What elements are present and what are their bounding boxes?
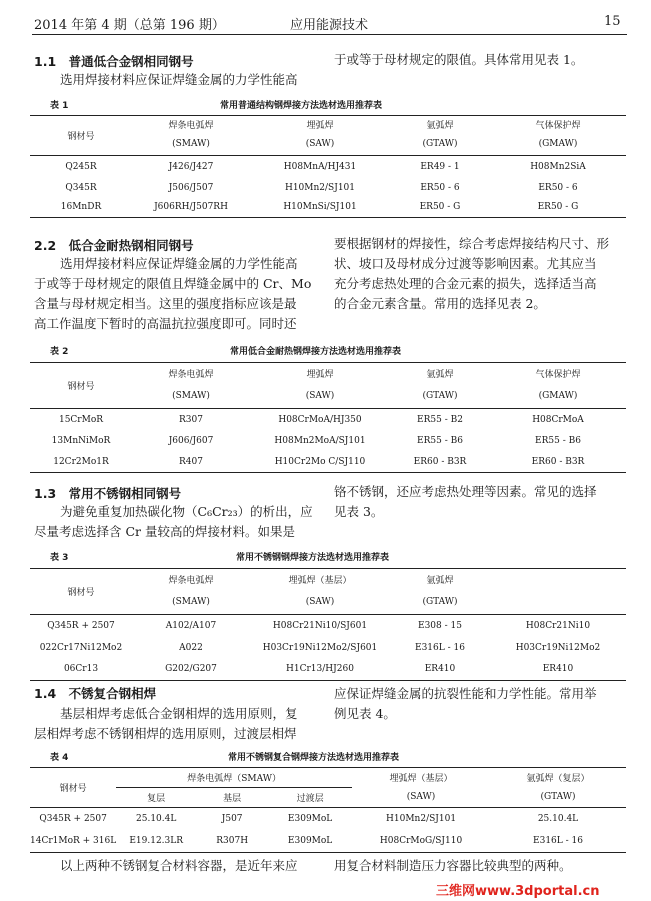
page-number: 15 — [604, 14, 621, 29]
paragraph-line: 为避免重复加热碳化物（C₆Cr₂₃）的析出，应 — [60, 504, 313, 519]
col-header-code: (SAW) — [250, 385, 390, 409]
table-cell: J606/J607 — [168, 436, 214, 446]
table-2 — [30, 362, 626, 473]
section-heading: 2.2 低合金耐热钢相同钢号 — [34, 238, 194, 253]
watermark: 三维网www.3dportal.cn — [436, 884, 600, 899]
table-cell: ER50 - G — [490, 198, 626, 218]
col-header-code: (GMAW) — [490, 385, 626, 409]
table-cell: ER55 - B6 — [417, 436, 463, 446]
col-header: 氩弧焊（复层） — [490, 768, 626, 788]
paragraph-line: 层相焊考虑不锈钢相焊的选用原则，过渡层相焊 — [34, 726, 297, 741]
table-cell: H03Cr19Ni12Mo2/SJ601 — [262, 642, 378, 653]
table-cell: 06Cr13 — [30, 659, 132, 681]
col-header-group: 焊条电弧焊（SMAW） — [116, 768, 352, 788]
table-cell: 12Cr2Mo1R — [30, 452, 132, 473]
col-header-code: (SMAW) — [132, 133, 250, 156]
table-cell: H08CrMoA — [532, 414, 584, 425]
table-caption: 常用不锈钢钢焊接方法选材选用推荐表 — [236, 553, 390, 563]
paragraph-line: 应保证焊缝金属的抗裂性能和力学性能。常用举 — [334, 686, 597, 701]
col-header: 埋弧焊（基层） — [250, 569, 390, 591]
table-cell: Q245R — [65, 161, 97, 172]
col-header-code: (GMAW) — [490, 133, 626, 156]
table-row — [30, 178, 626, 198]
table-number: 表 4 — [50, 753, 69, 763]
table-cell: ER50 - 6 — [420, 182, 460, 193]
paragraph-line: 以上两种不锈钢复合材料容器，是近年来应 — [60, 858, 298, 873]
table-row — [30, 637, 626, 659]
table-cell: H08Mn2MoA/SJ101 — [274, 436, 366, 446]
col-header-code: (GTAW) — [390, 591, 490, 615]
table-cell: 16MnDR — [30, 198, 132, 218]
paragraph-line: 选用焊接材料应保证焊缝金属的力学性能高 — [60, 72, 298, 87]
table-row — [30, 409, 626, 431]
table-cell: ER50 - 6 — [538, 182, 578, 193]
table-cell: J426/J427 — [168, 161, 214, 172]
col-header-steel: 钢材号 — [30, 768, 116, 808]
table-cell: 15CrMoR — [58, 414, 104, 425]
table-cell: H10Cr2Mo C/SJ110 — [250, 452, 390, 473]
table-cell: ER410 — [390, 659, 490, 681]
table-caption: 常用低合金耐热钢焊接方法选材选用推荐表 — [230, 347, 402, 357]
col-header-code: (SAW) — [250, 133, 390, 156]
col-header-code: (GTAW) — [490, 788, 626, 808]
table-cell: ER55 - B6 — [535, 436, 581, 446]
col-header: 氩弧焊 — [390, 116, 490, 133]
table-cell: 14Cr1MoR + 316L — [30, 831, 116, 853]
col-header-code: (GTAW) — [390, 133, 490, 156]
paragraph-line: 尽量考虑选择含 Cr 量较高的焊接材料。如果是 — [34, 524, 295, 539]
table-cell: J606RH/J507RH — [132, 198, 250, 218]
col-header-steel: 钢材号 — [30, 116, 132, 156]
section-heading: 1.3 常用不锈钢相同钢号 — [34, 486, 182, 501]
paragraph-line: 例见表 4。 — [334, 706, 396, 721]
table-cell: H10MnSi/SJ101 — [250, 198, 390, 218]
col-header-code: (SAW) — [352, 788, 490, 808]
table-cell: E19.12.3LR — [116, 831, 196, 853]
paragraph-line: 用复合材料制造压力容器比较典型的两种。 — [334, 858, 572, 873]
table-number: 表 3 — [50, 553, 69, 563]
table-cell: A102/A107 — [165, 620, 217, 631]
col-header-code: (SMAW) — [132, 591, 250, 615]
table-cell: H08Mn2SiA — [530, 161, 586, 172]
col-header: 焊条电弧焊 — [132, 116, 250, 133]
table-cell: H10Mn2/SJ101 — [284, 182, 356, 193]
col-header: 焊条电弧焊 — [132, 569, 250, 591]
table-cell: R307 — [179, 414, 203, 425]
table-3 — [30, 568, 626, 681]
paragraph-line: 基层相焊考虑低合金钢相焊的选用原则，复 — [60, 706, 298, 721]
table-cell: H03Cr19Ni12Mo2 — [515, 642, 601, 653]
table-cell: Q345R + 2507 — [47, 620, 115, 631]
col-header: 埋弧焊 — [250, 116, 390, 133]
table-cell: H08CrMoG/SJ110 — [352, 831, 490, 853]
table-cell: 022Cr17Ni12Mo2 — [39, 642, 123, 653]
paragraph-line: 含量与母材规定相当。这里的强度指标应该是最 — [34, 296, 297, 311]
journal-title: 应用能源技术 — [290, 18, 369, 33]
col-header: 焊条电弧焊 — [132, 363, 250, 385]
table-cell: A022 — [179, 642, 203, 653]
paragraph-line: 的合金元素含量。常用的选择见表 2。 — [334, 296, 546, 311]
table-cell: ER410 — [490, 659, 626, 681]
col-header-code — [490, 591, 626, 615]
table-1 — [30, 115, 626, 218]
table-cell: G202/G207 — [132, 659, 250, 681]
col-header — [490, 569, 626, 591]
col-header-code: (SMAW) — [132, 385, 250, 409]
table-4 — [30, 767, 626, 853]
col-subheader: 过渡层 — [268, 788, 352, 808]
col-header: 埋弧焊 — [250, 363, 390, 385]
table-cell: H08CrMoA/HJ350 — [278, 414, 362, 425]
col-subheader: 复层 — [116, 788, 196, 808]
table-row — [30, 431, 626, 452]
table-cell: E308 - 15 — [418, 620, 462, 631]
table-row — [30, 156, 626, 178]
table-cell: E309MoL — [268, 831, 352, 853]
table-number: 表 2 — [50, 347, 69, 357]
col-header-code: (SAW) — [250, 591, 390, 615]
section-heading: 1.1 普通低合金钢相同钢号 — [34, 54, 194, 69]
table-cell: R307H — [196, 831, 268, 853]
paragraph-line: 见表 3。 — [334, 504, 384, 519]
table-caption: 常用普通结构钢焊接方法选材选用推荐表 — [220, 101, 383, 111]
table-row — [30, 452, 626, 473]
table-caption: 常用不锈钢复合钢焊接方法选材选用推荐表 — [228, 753, 400, 763]
table-cell: 13MnNiMoR — [51, 436, 111, 446]
col-header-code: (GTAW) — [390, 385, 490, 409]
paragraph-line: 选用焊接材料应保证焊缝金属的力学性能高 — [60, 256, 298, 271]
table-cell: H1Cr13/HJ260 — [250, 659, 390, 681]
table-row — [30, 659, 626, 681]
table-cell: ER50 - G — [390, 198, 490, 218]
table-row — [30, 831, 626, 853]
paragraph-line: 高工作温度下暂时的高温抗拉强度即可。同时还 — [34, 316, 297, 331]
journal-issue: 2014 年第 4 期（总第 196 期） — [34, 18, 225, 33]
table-cell: ER49 - 1 — [420, 161, 460, 172]
table-cell: ER60 - B3R — [490, 452, 626, 473]
table-number: 表 1 — [50, 101, 69, 111]
table-cell: E309MoL — [287, 814, 333, 825]
col-header: 氩弧焊 — [390, 363, 490, 385]
table-cell: Q345R — [65, 182, 97, 193]
table-row — [30, 198, 626, 218]
col-header: 埋弧焊（基层） — [352, 768, 490, 788]
table-cell: H08MnA/HJ431 — [283, 161, 357, 172]
col-header: 氩弧焊 — [390, 569, 490, 591]
table-row — [30, 615, 626, 637]
paragraph-line: 要根据钢材的焊接性，综合考虑焊接结构尺寸、形 — [334, 236, 610, 251]
paragraph-line: 于或等于母材规定的限值。具体常用见表 1。 — [334, 52, 584, 67]
section-heading: 1.4 不锈复合钢相焊 — [34, 686, 157, 701]
table-cell: E316L - 16 — [490, 831, 626, 853]
col-header-steel: 钢材号 — [30, 363, 132, 409]
table-cell: Q345R + 2507 — [39, 814, 107, 825]
table-cell: ER60 - B3R — [390, 452, 490, 473]
table-cell: E316L - 16 — [415, 642, 465, 653]
paragraph-line: 于或等于母材规定的限值且焊缝金属中的 Cr、Mo — [34, 276, 312, 291]
table-cell: H08Cr21Ni10/SJ601 — [272, 620, 368, 631]
paragraph-line: 充分考虑热处理的合金元素的损失，选择适当高 — [334, 276, 597, 291]
table-cell: H08Cr21Ni10 — [525, 620, 591, 631]
table-row — [30, 808, 626, 831]
header-rule — [32, 34, 627, 35]
table-cell: ER55 - B2 — [417, 414, 463, 425]
table-cell: J506/J507 — [168, 182, 214, 193]
table-cell: 25.10.4L — [136, 814, 177, 825]
paragraph-line: 状、坡口及母材成分过渡等影响因素。尤其应当 — [334, 256, 597, 271]
col-subheader: 基层 — [196, 788, 268, 808]
table-cell: R407 — [132, 452, 250, 473]
col-header: 气体保护焊 — [490, 116, 626, 133]
paragraph-line: 铬不锈钢，还应考虑热处理等因素。常见的选择 — [334, 484, 597, 499]
table-cell: 25.10.4L — [537, 814, 579, 825]
col-header: 气体保护焊 — [490, 363, 626, 385]
table-cell: H10Mn2/SJ101 — [386, 814, 457, 825]
col-header-steel: 钢材号 — [30, 569, 132, 615]
table-cell: J507 — [221, 814, 243, 825]
